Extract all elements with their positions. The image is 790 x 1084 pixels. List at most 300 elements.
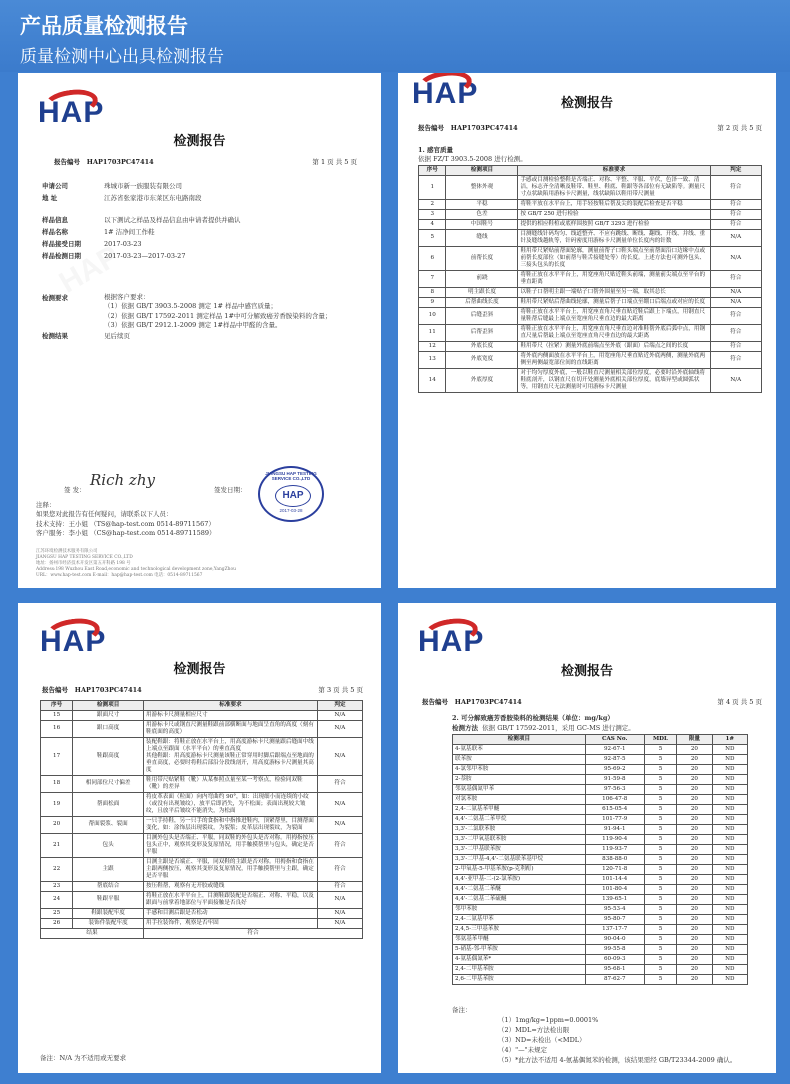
table-cell: 97-56-3 [585, 784, 644, 794]
table-cell: 用游标卡尺测量相应尺寸 [144, 710, 318, 720]
header-title: 产品质量检测报告 [20, 14, 188, 38]
table-cell: 2,4,5-三甲基苯胺 [453, 924, 586, 934]
table-cell: 将鞋平放在水平台上，用手轻按鞋后帮及尖的装配后检查是否平稳 [518, 199, 710, 209]
requirement-line: （1）依据 GB/T 3903.5-2008 测定 1# 样品中感官质量； [104, 302, 278, 311]
table-cell: ND [712, 784, 747, 794]
table-cell: ND [712, 834, 747, 844]
table-cell: 符合 [710, 351, 761, 368]
table-cell: 20 [677, 754, 712, 764]
table-cell: N/A [317, 737, 362, 775]
table-cell: 帮面松面 [73, 792, 144, 816]
table-row [453, 904, 748, 914]
table-row [419, 209, 762, 219]
table-cell: 21 [41, 833, 73, 857]
table-cell: 92-67-1 [585, 744, 644, 754]
table-cell: N/A [317, 918, 362, 928]
table-cell: 20 [677, 814, 712, 824]
table-cell: 20 [41, 816, 73, 833]
footnote: 备注：N/A 为不适用或无要求 [40, 1054, 127, 1062]
table-row [41, 833, 363, 857]
table-cell: 92-87-5 [585, 754, 644, 764]
field-value: 2017-03-23—2017-03-27 [104, 252, 186, 260]
table-cell: 帮面裂浆、裂面 [73, 816, 144, 833]
table-row [419, 297, 762, 307]
table-row [453, 814, 748, 824]
table-cell: 18 [41, 775, 73, 792]
column-header: 序号 [41, 701, 73, 711]
table-cell: 20 [677, 914, 712, 924]
field-label: 地 址 [42, 194, 58, 202]
column-header: 标准要求 [518, 166, 710, 176]
table-cell: 91-94-1 [585, 824, 644, 834]
table-cell: 符合 [317, 857, 362, 881]
table-row [453, 864, 748, 874]
table-cell: 装饰件装配牢度 [73, 918, 144, 928]
table-cell: 整体外观 [446, 175, 518, 199]
field-label: 样品信息 [42, 216, 68, 224]
table-row [41, 891, 363, 908]
table-cell: 9 [419, 297, 446, 307]
contact-notes [36, 501, 216, 539]
table-cell: 5 [644, 824, 676, 834]
table-cell: 5 [644, 764, 676, 774]
field-value: 1# 洁净间工作鞋 [104, 228, 155, 236]
field-value: 以下测试之样品及样品信息由申请者提供并确认 [104, 216, 241, 224]
table-cell: 5 [644, 914, 676, 924]
table-cell: ND [712, 944, 747, 954]
table-row [453, 854, 748, 864]
column-header: CAS No. [585, 735, 644, 745]
section-basis: 依据 FZ/T 3903.5-2008 进行检测。 [418, 155, 527, 163]
table-cell: 外底长度 [446, 341, 518, 351]
table-cell: ND [712, 904, 747, 914]
table-cell: 5 [644, 854, 676, 864]
table-row [41, 710, 363, 720]
sign-label: 签 发： [64, 486, 86, 494]
table-row [453, 744, 748, 754]
table-cell: 鞋用带尺紧贴前帮面轮廓，测量前帮子口鞋头端点至前帮面沿口边缘中点或前帮长度部位（如前帮与鞋舌接缝处等）的长度。上述方法也可测外包头、三接头包头的长度 [518, 246, 710, 270]
table-cell: 25 [41, 908, 73, 918]
table-row [41, 881, 363, 891]
table-cell: 20 [677, 804, 712, 814]
table-cell: 4-氨基偶氮苯* [453, 954, 586, 964]
table-cell: 20 [677, 844, 712, 854]
section-title: 2. 可分解致癌芳香胺染料的检测结果（单位：mg/kg） [452, 714, 614, 722]
table-cell: 3,3'-二甲氧基联苯胺 [453, 834, 586, 844]
field-row [42, 193, 202, 202]
table-cell: 包头 [73, 833, 144, 857]
table-cell: 5 [644, 864, 676, 874]
report-number-line: 报告编号 HAP1703PC47414 第 4 页 共 5 页 [422, 698, 762, 706]
table-cell: N/A [710, 368, 761, 392]
table-cell: 20 [677, 834, 712, 844]
table-cell: 色差 [446, 209, 518, 219]
table-cell: 缝线 [446, 229, 518, 246]
table-row [41, 908, 363, 918]
table-cell: 5 [644, 974, 676, 984]
table-cell: 95-53-4 [585, 904, 644, 914]
table-cell: 按 GB/T 250 进行检验 [518, 209, 710, 219]
test-results: 检测结果 见后续页 [42, 332, 130, 340]
table-cell: 8 [419, 287, 446, 297]
table-cell: 前帮长度 [446, 246, 518, 270]
table-cell: ND [712, 794, 747, 804]
table-row [419, 324, 762, 341]
table-cell: 5 [644, 874, 676, 884]
hap-logo: HAP [38, 98, 104, 128]
table-row [453, 774, 748, 784]
field-label: 样品接受日期 [42, 240, 81, 248]
table-cell: 5 [644, 784, 676, 794]
requirement-line: （2）依据 GB/T 17592-2011 测定样品 1#中可分解致癌芳香胺染料的含量； [104, 311, 332, 320]
table-cell: ND [712, 884, 747, 894]
table-cell: 20 [677, 824, 712, 834]
table-cell: ND [712, 814, 747, 824]
table-cell: 5 [644, 924, 676, 934]
table-row [453, 974, 748, 984]
table-cell: ND [712, 844, 747, 854]
table-cell: 11 [419, 324, 446, 341]
table-cell: 2-甲氧基-5-甲基苯胺(p-克利酊) [453, 864, 586, 874]
table-cell: 符合 [317, 775, 362, 792]
table-cell: 3,3'-二氯联苯胺 [453, 824, 586, 834]
table-cell: 邻氨基偶氮甲苯 [453, 784, 586, 794]
signature: Rich zhy [90, 471, 155, 489]
table-row [453, 934, 748, 944]
table-row [41, 816, 363, 833]
table-cell: 外底宽度 [446, 351, 518, 368]
company-seal: JIANGSU HAP TESTING SERVICE CO.,LTD HAP 2017-03-28 [258, 466, 324, 522]
table-cell: 将鞋正放在水平平台上，用宽座直角尺垂直贴近鞋后跟上下端点，用钢直尺量鞋帮后缝最上端点至宽座角尺垂直边的最大距离 [518, 307, 710, 324]
note-line: （3）ND=未检出（<MDL） [498, 1036, 586, 1045]
report-page-1[interactable] [18, 73, 381, 588]
table-cell: 符合 [710, 199, 761, 209]
table-row [453, 834, 748, 844]
table-cell: 4 [419, 219, 446, 229]
report-title: 检测报告 [173, 662, 226, 677]
test-requirements: 检测要求 根据客户要求： （1）依据 GB/T 3903.5-2008 测定 1# 样品中感官质量； （2）依据 GB/T 17592-2011 测定样品 1#中可分解致癌芳香胺染料的含量； （3）依据 GB/T 2912.1-2009 测定 1#样品中甲醛的含量。 [42, 293, 332, 330]
field-row [42, 227, 155, 236]
table-cell: ND [712, 764, 747, 774]
table-cell: 120-71-8 [585, 864, 644, 874]
table-cell: 后帮歪斜 [446, 324, 518, 341]
result-row [41, 928, 363, 938]
field-value: 珠城市新一族服装有限公司 [104, 182, 182, 190]
report-page-2[interactable] [398, 73, 776, 588]
page-indicator: 第 3 页 共 5 页 [318, 686, 363, 694]
table-cell: 10 [419, 307, 446, 324]
table-cell: 12 [419, 341, 446, 351]
requirement-line: （3）依据 GB/T 2912.1-2009 测定 1#样品中甲醛的含量。 [104, 321, 282, 330]
sign-date-label: 签发日期： [214, 486, 247, 494]
table-cell: 6 [419, 246, 446, 270]
table-row [41, 857, 363, 881]
note-line: 如果您对此报告有任何疑问，请联系以下人员： [36, 510, 173, 519]
table-row [41, 792, 363, 816]
table-cell: ND [712, 934, 747, 944]
table-cell: 20 [677, 744, 712, 754]
table-cell: 20 [677, 884, 712, 894]
table-row [453, 844, 748, 854]
table-cell: 20 [677, 904, 712, 914]
table-cell: 5 [644, 964, 676, 974]
page-indicator: 第 4 页 共 5 页 [717, 698, 762, 706]
table-cell: 手感和目测后跟是否松动 [144, 908, 318, 918]
table-cell: 4,4'-二氨基二苯甲烷 [453, 814, 586, 824]
note-line: （2）MDL=方法检出限 [498, 1026, 570, 1035]
table-cell: 用游标卡尺或钢直尺测量鞋跟前部横断面与地面呈直角的高度（刻有鞋底面的高度） [144, 720, 318, 737]
section-title: 1. 感官质量 [418, 146, 454, 154]
table-row [419, 270, 762, 287]
footer-line: JIANGSU HAP TESTING SERVICE CO.,LTD [36, 554, 133, 560]
table-cell: 60-09-3 [585, 954, 644, 964]
result-label: 结果 [41, 928, 144, 938]
table-cell: 23 [41, 881, 73, 891]
table-cell: 5 [644, 934, 676, 944]
table-cell: N/A [317, 710, 362, 720]
report-number-line: 报告编号 HAP1703PC47414 第 3 页 共 5 页 [42, 686, 363, 694]
table-row [419, 229, 762, 246]
page-header [0, 0, 790, 72]
table-row [453, 784, 748, 794]
table-cell: 2 [419, 199, 446, 209]
column-header: 限量 [677, 735, 712, 745]
table-row [41, 918, 363, 928]
table-cell: 17 [41, 737, 73, 775]
report-page-3[interactable] [18, 603, 381, 1073]
table-row [453, 884, 748, 894]
table-cell: ND [712, 774, 747, 784]
table-cell: 按压鞋帮，观察有无开胶或缝线 [144, 881, 318, 891]
test-method: 检测方法 依据 GB/T 17592-2011，采用 GC-MS 进行测定。 [452, 724, 635, 732]
table-cell: ND [712, 894, 747, 904]
table-cell: 对氯苯胺 [453, 794, 586, 804]
table-cell: 2,4-二氨基甲苯 [453, 914, 586, 924]
table-cell: 手感或目测检验整鞋是否端正、对称、平整、平服、平伏，色泽一致、清洁，标志齐全清晰及鞋带、鞋里、鞋底、鞋跟等各部位有无缺陷等。测量尺寸点状缺陷用游标卡尺测量，线状缺陷以鞋用带尺测量 [518, 175, 710, 199]
table-cell: 101-77-9 [585, 814, 644, 824]
table-cell: 5 [644, 804, 676, 814]
table-cell: 相同部位尺寸偏差 [73, 775, 144, 792]
column-header: 检测项目 [73, 701, 144, 711]
table-cell: N/A [317, 816, 362, 833]
table-cell: 前跷 [446, 270, 518, 287]
table-cell: 20 [677, 954, 712, 964]
table-cell: 鞋跟平服 [73, 891, 144, 908]
table-cell: 符合 [710, 307, 761, 324]
table-row [41, 775, 363, 792]
table-cell: ND [712, 874, 747, 884]
table-cell: ND [712, 864, 747, 874]
note-line: （5）*此方法不适用 4-氨基偶氮苯的检测，该结果需经 GB/T23344-2009 确认。 [498, 1056, 737, 1065]
table-cell: 5 [644, 754, 676, 764]
table-row [453, 764, 748, 774]
table-cell: ND [712, 744, 747, 754]
column-header: 序号 [419, 166, 446, 176]
azo-amine-table [452, 734, 748, 985]
table-cell: 将鞋正放在水平平台上，目测鞋跟装配是否端正、对称、平稳，以及跟面与前掌着地部位与平面接触是否良好 [144, 891, 318, 908]
field-row [42, 181, 182, 190]
table-cell: 139-65-1 [585, 894, 644, 904]
table-cell: 符合 [317, 833, 362, 857]
table-cell: 邻甲苯胺 [453, 904, 586, 914]
table-cell: 后缝歪斜 [446, 307, 518, 324]
table-cell: 中国鞋号 [446, 219, 518, 229]
table-row [41, 720, 363, 737]
table-cell: 5 [644, 944, 676, 954]
table-cell: 跟面尺寸 [73, 710, 144, 720]
table-cell: 符合 [710, 324, 761, 341]
table-cell: 7 [419, 270, 446, 287]
footer-line: Address:198 Wuzhou East Road,economic and technological development zone,YangZhou [36, 566, 236, 572]
hap-logo: HAP [412, 79, 478, 109]
table-cell: 外底厚度 [446, 368, 518, 392]
table-cell: 101-80-4 [585, 884, 644, 894]
table-cell: N/A [710, 297, 761, 307]
table-cell: 以鞋子口帮明主跟一端贴子口帮外围量至另一端，取其总长 [518, 287, 710, 297]
table-cell: 20 [677, 774, 712, 784]
table-row [453, 824, 748, 834]
field-label: 申请公司 [42, 182, 68, 190]
table-cell: 20 [677, 854, 712, 864]
table-cell: 5 [644, 814, 676, 824]
table-cell: 16 [41, 720, 73, 737]
table-row [419, 287, 762, 297]
table-cell: 鞋用带尺（拉紧）测量外底前端点至外底（跟面）后端点之间的长度 [518, 341, 710, 351]
result-value: 符合 [144, 928, 363, 938]
table-row [419, 175, 762, 199]
column-header: 检测项目 [446, 166, 518, 176]
watermark [54, 239, 126, 300]
table-row [453, 754, 748, 764]
table-cell: N/A [317, 792, 362, 816]
table-cell: 5 [644, 954, 676, 964]
table-cell: 838-88-0 [585, 854, 644, 864]
table-cell: 3,3'-二甲基联苯胺 [453, 844, 586, 854]
table-cell: 20 [677, 784, 712, 794]
table-row [419, 341, 762, 351]
table-cell: N/A [317, 720, 362, 737]
field-row [42, 251, 185, 260]
table-row [419, 351, 762, 368]
table-cell: 5 [419, 229, 446, 246]
table-cell: ND [712, 754, 747, 764]
table-cell: 3,3'-二甲基-4,4'-二氨基联苯基甲烷 [453, 854, 586, 864]
table-cell: 91-59-8 [585, 774, 644, 784]
table-cell: N/A [710, 229, 761, 246]
table-cell: 119-90-4 [585, 834, 644, 844]
table-cell: ND [712, 914, 747, 924]
report-number-line: 报告编号 HAP1703PC47414 第 1 页 共 5 页 [54, 158, 357, 166]
table-cell: 用手拉装饰件，观察是否牢固 [144, 918, 318, 928]
report-title: 检测报告 [560, 664, 613, 679]
table-cell: 一只手持鞋，另一只手的食指和中指推进鞋内，顶紧帮里，目测帮面变化，如：涂饰层出现裂纹，为裂浆；皮革层出现裂纹，为裂面 [144, 816, 318, 833]
table-cell: 5 [644, 834, 676, 844]
table-cell: 目测缝线针码均匀、线道整齐、不应有跳线、断线、翻线、开线、并线、重针及缝线越轨等，针码密度用游标卡尺测量单位长度内的针数 [518, 229, 710, 246]
table-cell: 4,4'-二氨基二苯硫醚 [453, 894, 586, 904]
table-cell: 119-93-7 [585, 844, 644, 854]
table-cell: 5 [644, 744, 676, 754]
table-cell: 95-69-2 [585, 764, 644, 774]
company-footer [36, 549, 371, 579]
table-cell: 2,4-二氨基苯甲醚 [453, 804, 586, 814]
table-cell: 5 [644, 894, 676, 904]
table-cell: 将鞋正放在水平平台上，用宽座角尺贴近鞋头前端，测量前尖端点至平台的垂直距离 [518, 270, 710, 287]
table-cell: 20 [677, 974, 712, 984]
table-cell: 26 [41, 918, 73, 928]
table-cell: 2,6-二甲基苯胺 [453, 974, 586, 984]
header-subtitle: 质量检测中心出具检测报告 [20, 47, 224, 67]
field-row [42, 239, 141, 248]
table-cell: 20 [677, 794, 712, 804]
table-row [419, 246, 762, 270]
table-cell: 20 [677, 944, 712, 954]
field-value: 江苏省张家港市东莱区东电路南段 [104, 194, 202, 202]
table-cell: 符合 [710, 175, 761, 199]
table-cell: 5 [644, 774, 676, 784]
table-cell: ND [712, 964, 747, 974]
report-title: 检测报告 [560, 96, 613, 111]
table-cell: 20 [677, 894, 712, 904]
table-row [419, 368, 762, 392]
hap-logo: HAP [40, 627, 106, 657]
table-cell: 20 [677, 764, 712, 774]
table-cell: 明主跟长度 [446, 287, 518, 297]
table-cell: 20 [677, 874, 712, 884]
column-header: 检测项目 [453, 735, 586, 745]
table-cell: 2-萘胺 [453, 774, 586, 784]
table-cell: 帮底结合 [73, 881, 144, 891]
report-title: 检测报告 [173, 134, 226, 149]
note-line: （1）1mg/kg=1ppm=0.0001% [498, 1016, 599, 1024]
table-cell: N/A [710, 246, 761, 270]
table-cell: 鞋跟装配牢度 [73, 908, 144, 918]
table-cell: 13 [419, 351, 446, 368]
table-cell: 鞋用带尺紧贴后帮曲线轮廓，测量后帮子口端点至绷口后端点或对应的长度 [518, 297, 710, 307]
table-cell: 87-62-7 [585, 974, 644, 984]
table-cell: 5 [644, 884, 676, 894]
table-row [419, 199, 762, 209]
table-cell: 615-05-4 [585, 804, 644, 814]
column-header: 判定 [710, 166, 761, 176]
table-cell: 95-80-7 [585, 914, 644, 924]
table-cell: 20 [677, 924, 712, 934]
table-cell: 符合 [317, 881, 362, 891]
table-cell: 将鞋正放在水平平台上，用宽座直角尺垂直边对准鞋帮外底后弧中点，用钢直尺量后帮最上端点至宽座直角尺垂直边的最大距离 [518, 324, 710, 341]
table-cell: 3 [419, 209, 446, 219]
footer-line: 江苏环境检测技术服务有限公司 [36, 549, 98, 554]
table-cell: 101-14-4 [585, 874, 644, 884]
table-cell: 提供的相应鞋楦或底样围按照 GB/T 3293 进行检验 [518, 219, 710, 229]
table-cell: 24 [41, 891, 73, 908]
notes-list [498, 1015, 736, 1065]
table-cell: 5-硝基-邻-甲苯胺 [453, 944, 586, 954]
table-row [453, 964, 748, 974]
table-cell: 2,4-二甲基苯胺 [453, 964, 586, 974]
table-cell: ND [712, 804, 747, 814]
table-cell: ND [712, 974, 747, 984]
table-cell: 鞋用带尺贴紧鞋（靴）从某参照点量至某一考察点，检验同双鞋（靴）的差异 [144, 775, 318, 792]
table-cell: 20 [677, 934, 712, 944]
table-cell: 4-氨基联苯 [453, 744, 586, 754]
table-cell: 将皮革表面（粒面）向内弯曲约 90°，如：出现细小而连续的小纹（或没有出现皱纹），放平后即消失，为不松面；表面出现较大皱纹，且放平后皱纹不能消失，为松面 [144, 792, 318, 816]
field-row [42, 215, 241, 224]
table-row [41, 737, 363, 775]
table-row [419, 307, 762, 324]
table-cell: 装配鞋跟：将鞋正放在水平台上，用高度游标卡尺测量跟后缝面中线上端点至跟面（水平平台）的垂直高度 其他鞋跟：用高度游标卡尺测量该鞋正常穿用时脚后跟端点至地面的垂直高度，必要时将鞋后部沿分段线剖开，用高度游标卡尺测量其高度 [144, 737, 318, 775]
table-cell: 5 [644, 844, 676, 854]
footer-line: 地址：扬州市经济技术开发区第五开科路 198 号 [36, 560, 131, 566]
report-page-4[interactable] [398, 603, 776, 1073]
